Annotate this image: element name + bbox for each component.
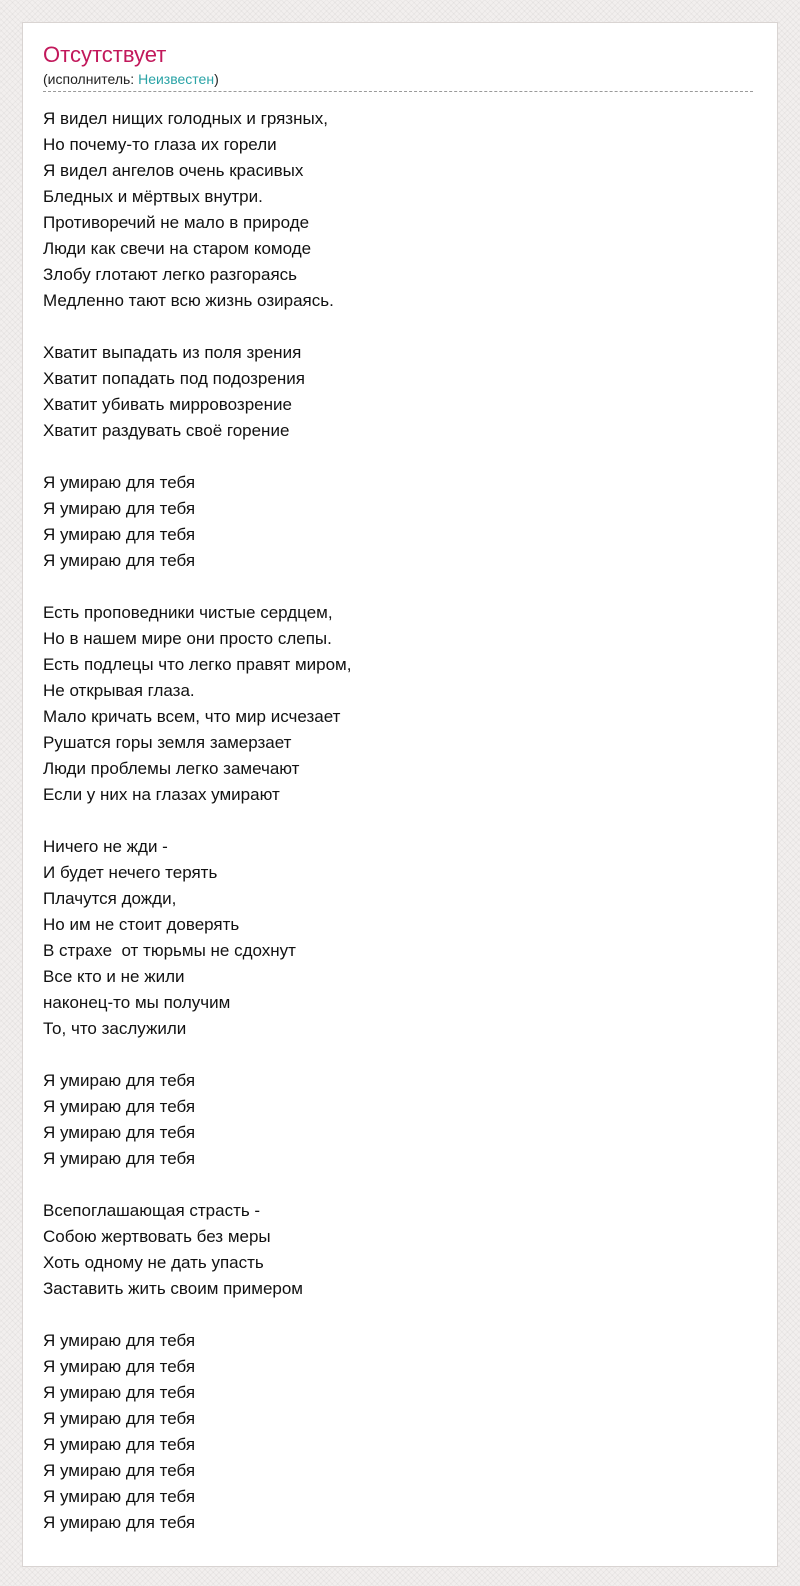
lyrics-line: Не открывая глаза. <box>43 681 195 700</box>
artist-line <box>43 70 753 92</box>
lyrics-line: Медленно тают всю жизнь озираясь. <box>43 291 334 310</box>
lyrics-card <box>22 22 778 1567</box>
lyrics-stanza <box>43 600 757 808</box>
lyrics-line: Бледных и мёртвых внутри. <box>43 187 263 206</box>
lyrics-stanza <box>43 340 757 444</box>
lyrics-line: Мало кричать всем, что мир исчезает <box>43 707 341 726</box>
lyrics-stanza <box>43 1068 757 1172</box>
artist-suffix: ) <box>214 71 219 87</box>
lyrics-line: Я умираю для тебя <box>43 1357 196 1376</box>
lyrics-line: Я умираю для тебя <box>43 1513 196 1532</box>
lyrics-line: Люди как свечи на старом комоде <box>43 239 312 258</box>
lyrics-line: Я умираю для тебя <box>43 1383 196 1402</box>
lyrics-line: Хватит раздувать своё горение <box>43 421 290 440</box>
lyrics-stanza <box>43 470 757 574</box>
lyrics-line: Я умираю для тебя <box>43 1071 196 1090</box>
lyrics-line: Противоречий не мало в природе <box>43 213 310 232</box>
lyrics-line: В страхе от тюрьмы не сдохнут <box>43 941 296 960</box>
lyrics-line: Я умираю для тебя <box>43 551 196 570</box>
lyrics-line: Но почему-то глаза их горели <box>43 135 277 154</box>
artist-link[interactable]: Неизвестен <box>138 71 215 87</box>
lyrics-line: Заставить жить своим примером <box>43 1279 303 1298</box>
lyrics-line: Ничего не жди - <box>43 837 168 856</box>
lyrics-line: Я умираю для тебя <box>43 1331 196 1350</box>
lyrics-stanza <box>43 834 757 1042</box>
lyrics-line: Я умираю для тебя <box>43 1409 196 1428</box>
lyrics-line: Я умираю для тебя <box>43 1461 196 1480</box>
artist-prefix: (исполнитель: <box>43 71 139 87</box>
lyrics-line: Хватит выпадать из поля зрения <box>43 343 302 362</box>
song-title: Отсутствует <box>43 42 167 67</box>
lyrics-line: Я умираю для тебя <box>43 525 196 544</box>
lyrics-text <box>43 106 757 1536</box>
lyrics-line: И будет нечего терять <box>43 863 218 882</box>
lyrics-line: Хватит попадать под подозрения <box>43 369 305 388</box>
lyrics-line: Я умираю для тебя <box>43 1123 196 1142</box>
lyrics-line: Плачутся дожди, <box>43 889 177 908</box>
lyrics-line: Но им не стоит доверять <box>43 915 240 934</box>
lyrics-line: Я умираю для тебя <box>43 1097 196 1116</box>
lyrics-line: Я умираю для тебя <box>43 1435 196 1454</box>
lyrics-line: Хватит убивать мирровозрение <box>43 395 292 414</box>
lyrics-stanza <box>43 106 757 314</box>
lyrics-line: Я умираю для тебя <box>43 499 196 518</box>
lyrics-line: Хоть одному не дать упасть <box>43 1253 264 1272</box>
lyrics-line: Рушатся горы земля замерзает <box>43 733 292 752</box>
lyrics-line: Есть подлецы что легко правят миром, <box>43 655 352 674</box>
lyrics-line: Я видел ангелов очень красивых <box>43 161 304 180</box>
lyrics-line: Но в нашем мире они просто слепы. <box>43 629 332 648</box>
lyrics-line: Я умираю для тебя <box>43 473 196 492</box>
lyrics-stanza <box>43 1328 757 1536</box>
lyrics-stanza <box>43 1198 757 1302</box>
lyrics-line: Я видел нищих голодных и грязных, <box>43 109 328 128</box>
lyrics-line: Я умираю для тебя <box>43 1487 196 1506</box>
lyrics-line: Всепоглашающая страсть - <box>43 1201 261 1220</box>
lyrics-line: Если у них на глазах умирают <box>43 785 280 804</box>
lyrics-line: Я умираю для тебя <box>43 1149 196 1168</box>
lyrics-line: Все кто и не жили <box>43 967 185 986</box>
lyrics-line: Злобу глотают легко разгораясь <box>43 265 298 284</box>
lyrics-line: Есть проповедники чистые сердцем, <box>43 603 333 622</box>
lyrics-line: То, что заслужили <box>43 1019 187 1038</box>
lyrics-line: наконец-то мы получим <box>43 993 231 1012</box>
lyrics-line: Люди проблемы легко замечают <box>43 759 300 778</box>
lyrics-line: Собою жертвовать без меры <box>43 1227 271 1246</box>
